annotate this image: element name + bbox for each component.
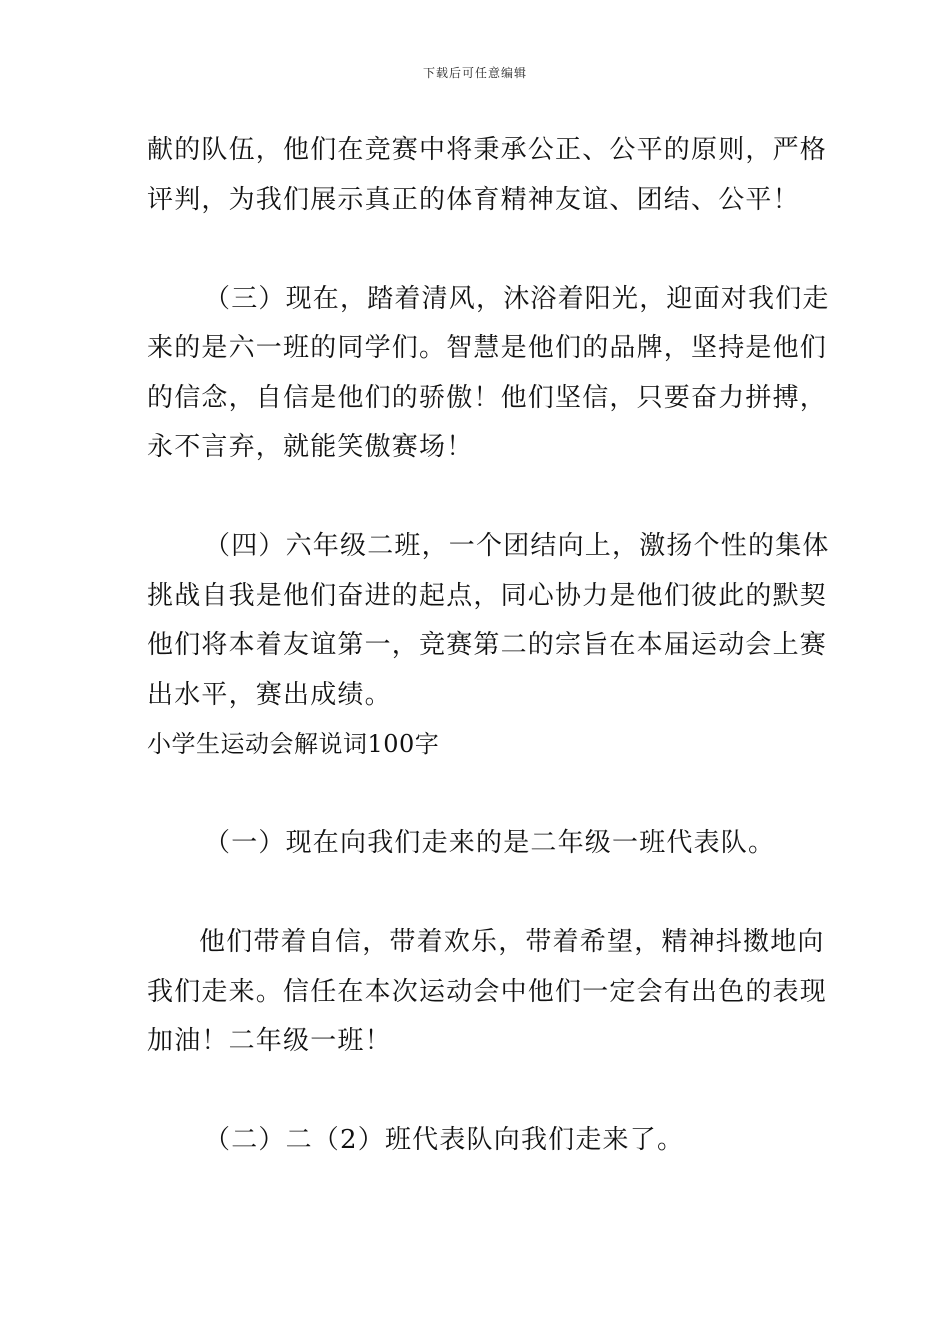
text-line: 评判，为我们展示真正的体育精神友谊、团结、公平！ xyxy=(147,184,800,215)
text-line: 来的是六一班的同学们。智慧是他们的品牌，坚持是他们 xyxy=(147,333,828,363)
text-line: （四）六年级二班，一个团结向上，激扬个性的集体 xyxy=(204,531,830,561)
text-line: 他们带着自信，带着欢乐，带着希望，精神抖擞地向 xyxy=(199,927,825,957)
text-line: 他们将本着友谊第一，竞赛第二的宗旨在本届运动会上赛 xyxy=(147,630,828,660)
text-line: 出水平，赛出成绩。 xyxy=(147,679,392,710)
text-line: 永不言弃，就能笑傲赛场！ xyxy=(147,432,474,462)
paragraph-3 xyxy=(147,522,830,720)
text-line: 的信念，自信是他们的骄傲！他们坚信，只要奋力拼搏， xyxy=(147,382,828,413)
text-line: 挑战自我是他们奋进的起点，同心协力是他们彼此的默契 xyxy=(147,580,828,611)
text-line: 献的队伍，他们在竞赛中将秉承公正、公平的原则，严格 xyxy=(147,135,828,165)
section-heading: 小学生运动会解说词100字 xyxy=(147,730,440,758)
paragraph-5 xyxy=(147,918,828,1067)
text-line: （二）二（2）班代表队向我们走来了。 xyxy=(204,1125,685,1155)
text-line: 我们走来。信任在本次运动会中他们一定会有出色的表现 xyxy=(147,976,828,1007)
text-line: （一）现在向我们走来的是二年级一班代表队。 xyxy=(204,828,776,858)
page-header-note: 下载后可任意编辑 xyxy=(422,66,527,80)
document-body xyxy=(147,126,830,1166)
text-line: 加油！二年级一班！ xyxy=(147,1026,392,1056)
paragraph-2 xyxy=(147,275,830,473)
text-line: （三）现在，踏着清风，沐浴着阳光，迎面对我们走 xyxy=(204,283,830,314)
paragraph-6 xyxy=(147,1116,807,1166)
paragraph-4 xyxy=(147,819,807,869)
paragraph-1 xyxy=(147,126,828,225)
